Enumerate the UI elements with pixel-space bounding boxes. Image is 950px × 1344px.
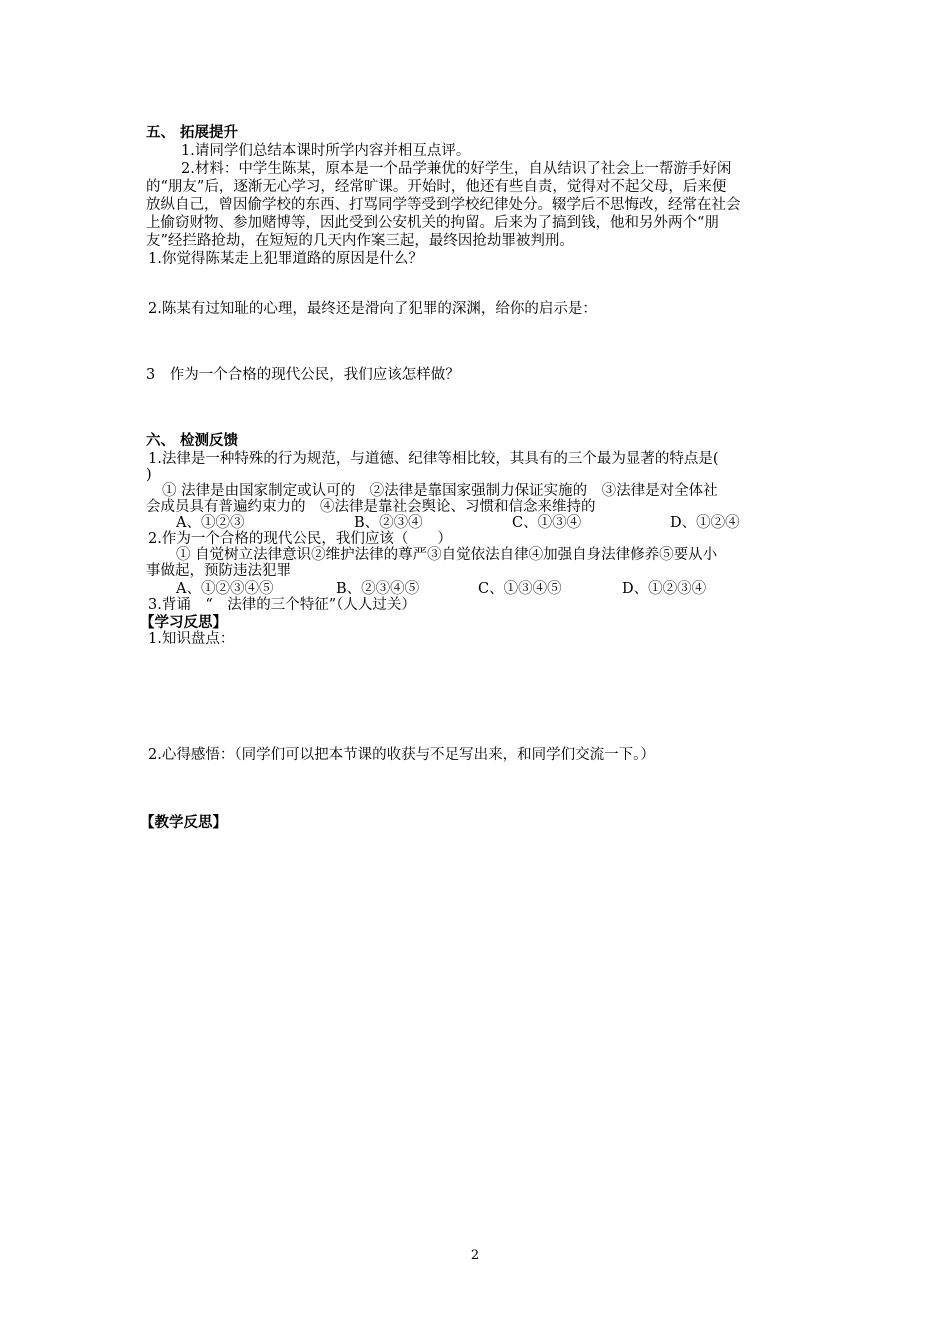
material-line-3: 放纵自己，曾因偷学校的东西、打骂同学等受到学校纪律处分。辍学后不思悔改，经常在社会 xyxy=(146,197,741,213)
quiz2-option-d: D、①②③④ xyxy=(622,581,707,597)
teaching-reflection-heading: 【教学反思】 xyxy=(140,814,227,831)
material-line-1: 2.材料：中学生陈某，原本是一个品学兼优的好学生，自从结识了社会上一帮游手好闲 xyxy=(181,161,732,177)
quiz2-option-a: A、①②③④⑤ xyxy=(176,581,274,597)
reflection-heading: 【学习反思】 xyxy=(140,614,227,631)
quiz2-option-b: B、②③④⑤ xyxy=(336,581,420,597)
quiz1-option-b: B、②③④ xyxy=(354,515,423,531)
section5-question-3: 3 作为一个合格的现代公民，我们应该怎样做？ xyxy=(146,367,460,383)
quiz2-stem: 2.作为一个合格的现代公民，我们应该（ ） xyxy=(148,531,452,547)
page-number: 2 xyxy=(470,1248,480,1263)
quiz2-option-c: C、①③④⑤ xyxy=(478,581,562,597)
quiz1-stem-line1: 1.法律是一种特殊的行为规范，与道德、纪律等相比较，其具有的三个最为显著的特点是( xyxy=(148,451,719,467)
reflection-item2: 2.心得感悟：（同学们可以把本节课的收获与不足写出来，和同学们交流一下。） xyxy=(148,747,655,763)
quiz1-option-a: A、①②③ xyxy=(176,515,245,531)
section5-item1: 1.请同学们总结本课时所学内容并相互点评。 xyxy=(181,143,471,159)
section6-heading: 六、 检测反馈 xyxy=(146,432,239,449)
material-line-5: 友”经拦路抢劫，在短短的几天内作案三起，最终因抢劫罪被判刑。 xyxy=(146,233,574,249)
quiz1-statement-line1: ① 法律是由国家制定或认可的 ②法律是靠国家强制力保证实施的 ③法律是对全体社 xyxy=(162,483,718,499)
quiz3-recite: 3.背诵 “ 法律的三个特征”（人人过关） xyxy=(148,597,416,613)
quiz1-option-d: D、①②④ xyxy=(670,515,740,531)
quiz1-stem-line2: ) xyxy=(146,467,152,483)
reflection-item1: 1.知识盘点： xyxy=(148,631,235,647)
material-line-4: 上偷窃财物、参加赌博等，因此受到公安机关的拘留。后来为了搞到钱，他和另外两个“朋 xyxy=(146,215,719,231)
section5-question-2: 2.陈某有过知耻的心理，最终还是滑向了犯罪的深渊，给你的启示是： xyxy=(148,301,597,317)
quiz2-statement-line1: ① 自觉树立法律意识②维护法律的尊严③自觉依法自律④加强自身法律修养⑤要从小 xyxy=(176,547,718,563)
quiz1-statement-line2: 会成员具有普遍约束力的 ④法律是靠社会舆论、习惯和信念来维持的 xyxy=(146,499,596,515)
quiz2-statement-line2: 事做起，预防违法犯罪 xyxy=(146,563,291,579)
section5-heading: 五、 拓展提升 xyxy=(146,124,239,141)
section5-question-1: 1.你觉得陈某走上犯罪道路的原因是什么？ xyxy=(148,251,423,267)
quiz1-option-c: C、①③④ xyxy=(512,515,582,531)
material-line-2: 的“朋友”后，逐渐无心学习，经常旷课。开始时，他还有些自责，觉得对不起父母，后来便 xyxy=(146,179,727,195)
